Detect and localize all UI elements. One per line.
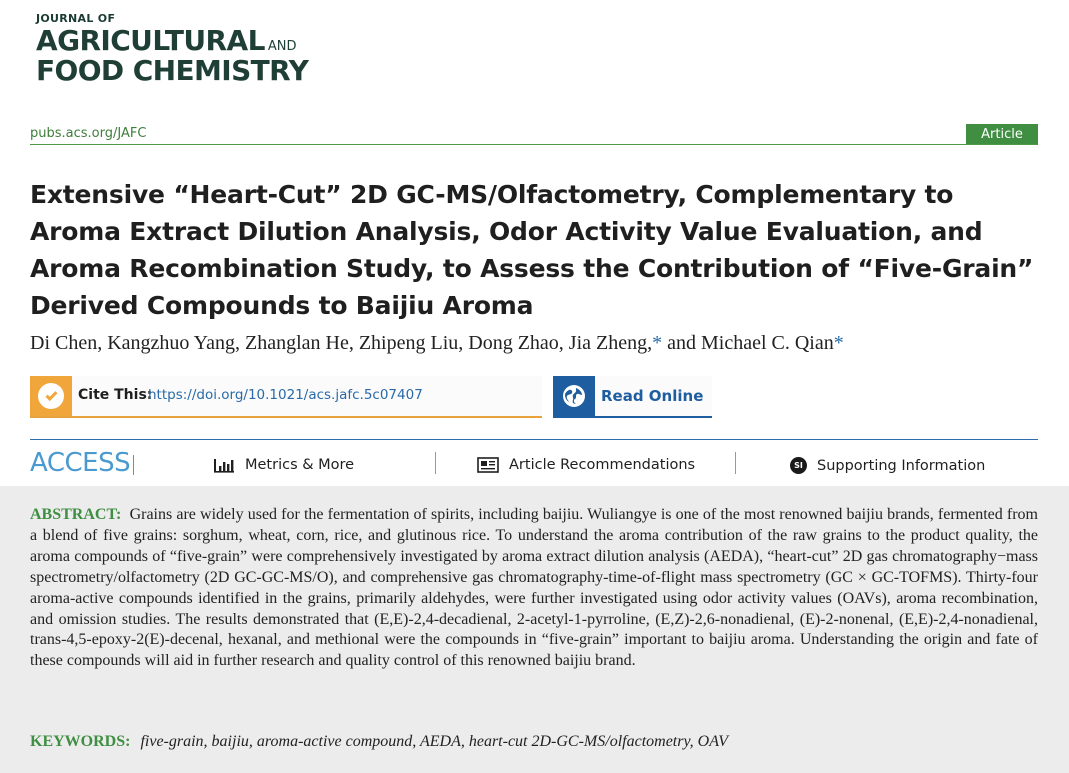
header-divider: [30, 144, 1038, 145]
keywords-heading: KEYWORDS:: [30, 733, 131, 750]
access-cursor-bar: [133, 455, 134, 475]
journal-name-line1: [36, 24, 296, 57]
abstract-body: Grains are widely used for the fermentation of spirits, including baijiu. Wuliangye is one of the most renowned baijiu brands, fermented from a blend of five grains: sorghum, wheat, corn, rice, and glutinous rice. To understand the aroma contribution of the raw grains to the product quality, the aroma compounds of “five-grain” were comprehensively investigated by aroma extract dilution analysis (AEDA), “heart-cut” 2D gas chromatography−mass spectrometry/olfactometry (2D GC-GC-MS/O), and comprehensive gas chromatography-time-of-flight mass spectrometry (GC × GC-TOFMS). Thirty-four aroma-active compounds identified in the grains, primarily aldehydes, were further investigated using odor activity values (OAVs), aroma recombination, and omission studies. The results demonstrated that (E,E)-2,4-decadienal, 2-acetyl-1-pyrroline, (E,Z)-2,6-nonadienal, (E)-2-nonenal, (E,E)-2,4-nonadienal, trans-4,5-epoxy-2(E)-decenal, hexanal, and methional were the compounds in “five-grain” important to baijiu aroma. Understanding the origin and fate of these compounds will aid in further research and quality control of this renowned baijiu brand.: [30, 506, 1038, 670]
cite-this-label: Cite This:: [78, 387, 153, 403]
access-divider: [30, 439, 1038, 440]
newspaper-icon: [477, 457, 499, 473]
journal-and: AND: [267, 39, 297, 54]
menu-separator: [735, 452, 736, 474]
keywords-list: five-grain, baijiu, aroma-active compound, AEDA, heart-cut 2D-GC-MS/olfactometry, OAV: [140, 733, 728, 750]
checkmark-circle-icon: [30, 376, 72, 416]
article-type-badge: Article: [966, 124, 1038, 145]
si-badge-icon: [790, 457, 807, 474]
journal-name-line2: [36, 54, 308, 87]
corresponding-author-asterisk-1[interactable]: *: [652, 332, 663, 354]
article-title: Extensive “Heart-Cut” 2D GC-MS/Olfactometry, Complementary to Aroma Extract Dilution Analysis, Odor Activity Value Evaluation, and Aroma Recombination Study, to Assess the Contribution of “Five-Grain” Derived Compounds to Baijiu Aroma: [30, 180, 1034, 320]
si-badge-text: SI: [790, 457, 807, 474]
recommendations-label: Article Recommendations: [509, 457, 696, 473]
metrics-label: Metrics & More: [245, 457, 355, 473]
author-names-last: and Michael C. Qian: [662, 332, 834, 354]
author-names: Di Chen, Kangzhuo Yang, Zhanglan He, Zhipeng Liu, Dong Zhao, Jia Zheng,: [30, 332, 653, 354]
journal-url-link[interactable]: pubs.acs.org/JAFC: [30, 126, 147, 141]
menu-separator: [435, 452, 436, 474]
author-list: [30, 332, 844, 355]
access-label: ACCESS: [30, 448, 131, 478]
bar-chart-icon: [213, 457, 235, 473]
journal-food-chemistry: FOOD CHEMISTRY: [36, 54, 309, 87]
journal-agricultural: AGRICULTURAL: [36, 24, 265, 57]
cite-this-box: [30, 376, 542, 418]
supporting-label: Supporting Information: [817, 457, 986, 474]
abstract-heading: ABSTRACT:: [30, 506, 122, 523]
keywords: [30, 733, 1038, 751]
corresponding-author-asterisk-2[interactable]: *: [833, 332, 844, 354]
abstract: [30, 505, 1038, 672]
metrics-and-more-link[interactable]: [213, 457, 354, 473]
globe-icon: [553, 376, 595, 416]
journal-of-text: JOURNAL OF: [36, 12, 116, 25]
article-recommendations-link[interactable]: [477, 457, 695, 473]
journal-logo: [36, 10, 366, 90]
doi-link[interactable]: https://doi.org/10.1021/acs.jafc.5c07407: [148, 387, 423, 403]
read-online-label: Read Online: [601, 387, 704, 405]
read-online-button[interactable]: [553, 376, 712, 418]
supporting-information-link[interactable]: [790, 457, 985, 474]
